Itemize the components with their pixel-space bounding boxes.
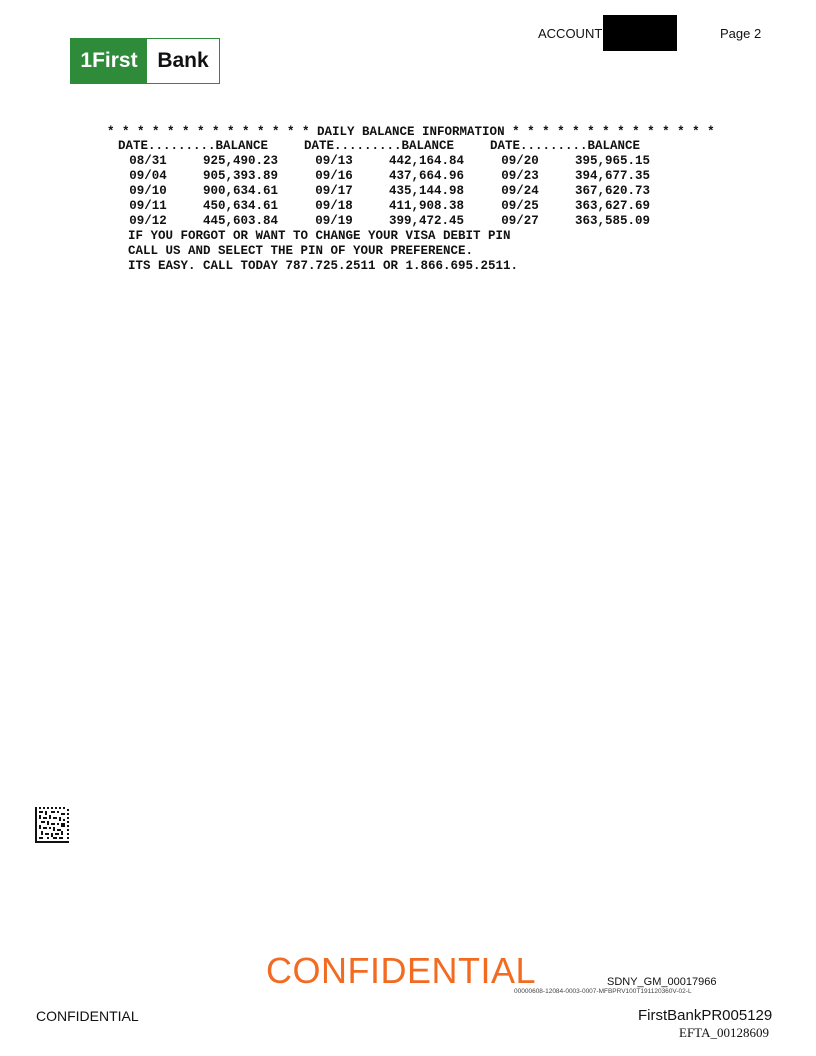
balance-cell: 435,144.98	[388, 184, 464, 198]
balance-column-1	[118, 139, 278, 229]
table-row	[304, 169, 464, 184]
table-row	[490, 184, 650, 199]
balance-cell: 450,634.61	[202, 199, 278, 213]
confidential-stamp: CONFIDENTIAL	[266, 950, 537, 991]
table-row	[304, 214, 464, 229]
balance-cell: 394,677.35	[574, 169, 650, 183]
date-cell: 09/24	[501, 184, 539, 198]
balance-column-2	[304, 139, 464, 229]
balance-cell: 437,664.96	[388, 169, 464, 183]
visa-pin-notice	[128, 229, 518, 274]
logo-wordmark: Bank	[157, 49, 209, 72]
efta-number: EFTA_00128609	[679, 1025, 769, 1040]
datamatrix-barcode-icon	[35, 807, 69, 843]
date-cell: 09/16	[315, 169, 353, 183]
table-row	[118, 169, 278, 184]
daily-balance-table	[118, 139, 650, 229]
date-cell: 09/04	[129, 169, 167, 183]
balance-cell: 445,603.84	[202, 214, 278, 228]
balance-cell: 900,634.61	[202, 184, 278, 198]
table-row	[118, 184, 278, 199]
table-row	[490, 169, 650, 184]
balance-cell: 925,490.23	[202, 154, 278, 168]
page-number: Page 2	[720, 26, 762, 41]
date-cell: 09/11	[129, 199, 167, 213]
date-cell: 09/17	[315, 184, 353, 198]
sdny-bates-number: SDNY_GM_00017966	[607, 976, 717, 988]
date-cell: 08/31	[129, 154, 167, 168]
date-cell: 09/20	[501, 154, 539, 168]
firstbank-bates-number: FirstBankPR005129	[638, 1007, 773, 1024]
notice-line: CALL US AND SELECT THE PIN OF YOUR PREFERENCE.	[128, 244, 474, 258]
column-header: DATE.........BALANCE	[118, 139, 269, 153]
column-header: DATE.........BALANCE	[490, 139, 641, 153]
date-cell: 09/12	[129, 214, 167, 228]
notice-line: IF YOU FORGOT OR WANT TO CHANGE YOUR VISA DEBIT PIN	[128, 229, 511, 243]
daily-balance-title: * * * * * * * * * * * * * * DAILY BALANCE INFORMATION * * * * * * * * * * * * * *	[107, 125, 715, 139]
table-row	[304, 199, 464, 214]
table-row	[118, 199, 278, 214]
notice-line: ITS EASY. CALL TODAY 787.725.2511 OR 1.866.695.2511.	[128, 259, 519, 273]
date-cell: 09/10	[129, 184, 167, 198]
table-row	[118, 214, 278, 229]
balance-cell: 905,393.89	[202, 169, 278, 183]
document-code: 00000608-12084-0003-0007-MFBPRV100T191120360V-02-L	[514, 988, 692, 995]
balance-cell: 363,585.09	[574, 214, 650, 228]
balance-cell: 442,164.84	[388, 154, 464, 168]
redaction-box	[603, 15, 677, 51]
balance-cell: 367,620.73	[574, 184, 650, 198]
balance-cell: 395,965.15	[574, 154, 650, 168]
table-row	[118, 154, 278, 169]
date-cell: 09/27	[501, 214, 539, 228]
firstbank-logo	[70, 38, 220, 84]
table-row	[490, 214, 650, 229]
date-cell: 09/18	[315, 199, 353, 213]
table-row	[304, 154, 464, 169]
logo-mark: 1First	[71, 39, 147, 83]
table-row	[490, 199, 650, 214]
balance-cell: 411,908.38	[388, 199, 464, 213]
balance-cell: 363,627.69	[574, 199, 650, 213]
balance-cell: 399,472.45	[388, 214, 464, 228]
date-cell: 09/25	[501, 199, 539, 213]
date-cell: 09/13	[315, 154, 353, 168]
date-cell: 09/19	[315, 214, 353, 228]
account-label: ACCOUNT	[538, 26, 603, 41]
confidential-label: CONFIDENTIAL	[36, 1008, 139, 1024]
column-header: DATE.........BALANCE	[304, 139, 455, 153]
table-row	[304, 184, 464, 199]
table-row	[490, 154, 650, 169]
balance-column-3	[490, 139, 650, 229]
date-cell: 09/23	[501, 169, 539, 183]
